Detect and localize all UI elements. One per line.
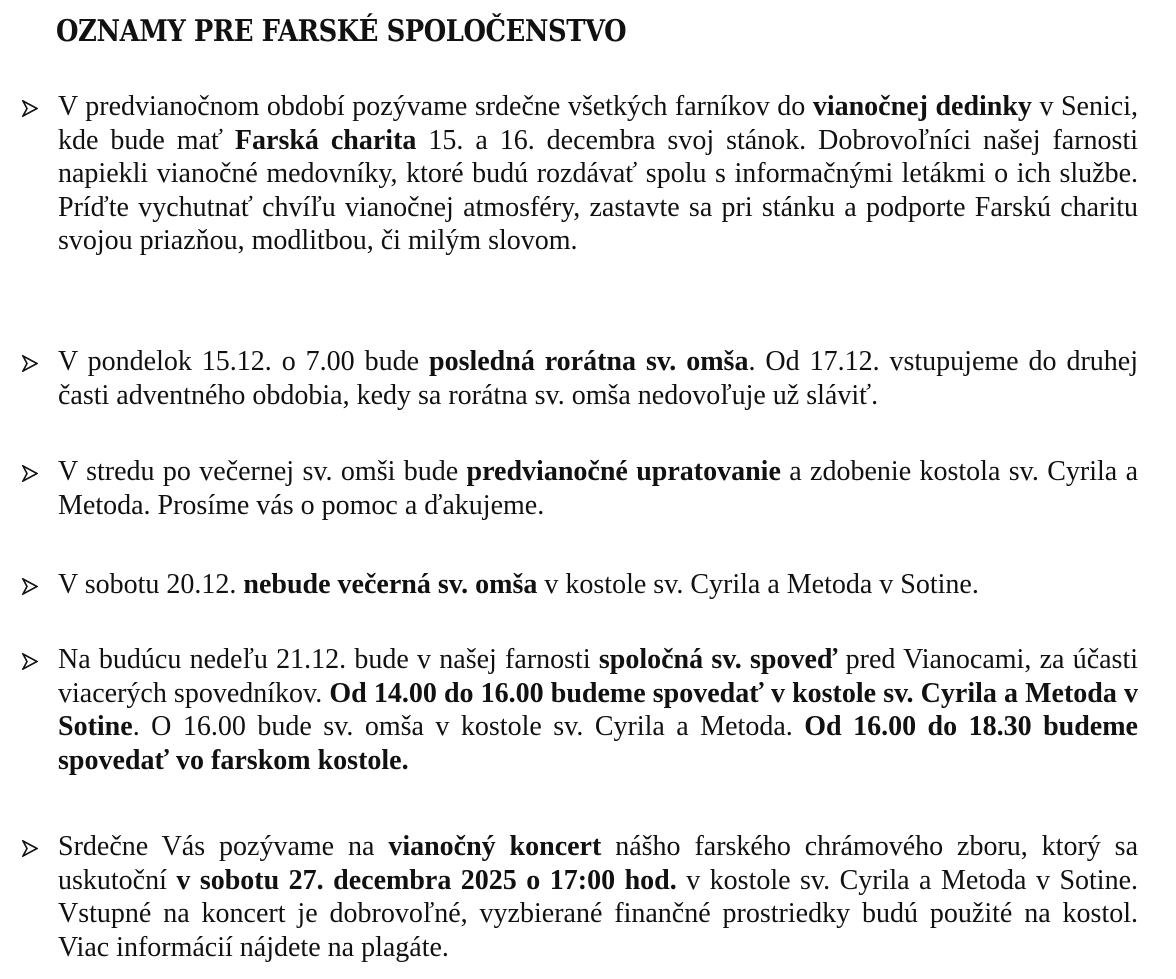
announcement-text-run: pred Vianocami, za účasti viacerých spovedníkov. [58, 644, 1139, 709]
announcement-text-run: Srdečne Vás pozývame na [58, 831, 389, 862]
announcement-text-run: V stredu po večernej sv. omši bude [58, 456, 467, 487]
announcement-text-run: V predvianočnom období pozývame srdečne všetkých farníkov do [58, 91, 813, 122]
announcement-bold-text: vianočný koncert [388, 831, 602, 862]
announcement-text-run: nášho farského chrámového zboru, ktorý sa uskutoční [58, 831, 1139, 896]
announcement-text-run: . O 16.00 bude sv. omša v kostole sv. Cyrila a Metoda. [132, 711, 805, 742]
announcement-text-run: v Senici, kde bude mať [58, 91, 1138, 156]
announcement-text-run: a zdobenie kostola sv. Cyrila a Metoda. Prosíme vás o pomoc a ďakujeme. [58, 456, 1138, 521]
announcement-text [58, 90, 1138, 258]
announcement-bold-text: posledná rorátna sv. omša [429, 346, 749, 377]
announcement-text-run: V pondelok 15.12. o 7.00 bude [58, 346, 429, 377]
arrowhead-bullet-icon [22, 578, 38, 595]
arrowhead-bullet-icon [22, 100, 38, 117]
announcement-text-run: Na budúcu nedeľu 21.12. bude v našej farnosti [58, 644, 599, 675]
arrowhead-bullet-icon [22, 840, 38, 857]
arrowhead-bullet-icon [22, 653, 38, 670]
announcement-text [58, 568, 1138, 602]
arrowhead-bullet-icon [22, 355, 38, 372]
announcement-text [58, 830, 1138, 964]
announcement-text-run: . Od 17.12. vstupujeme do druhej časti adventného obdobia, kedy sa rorátna sv. omša nedovoľuje už sláviť. [58, 346, 1139, 411]
announcement-text-run: v kostole sv. Cyrila a Metoda v Sotine. [537, 569, 979, 600]
arrowhead-bullet-icon [22, 465, 38, 482]
announcement-bold-text: vianočnej dedinky [812, 91, 1032, 122]
announcement-bold-text: Od 14.00 do 16.00 budeme spovedať v kostole sv. Cyrila a Metoda v Sotine [58, 677, 1138, 742]
announcement-text-run: v kostole sv. Cyrila a Metoda v Sotine. Vstupné na koncert je dobrovoľné, vyzbierané finančné prostriedky budú použité na kostol. Viac informácií nájdete na plagáte. [58, 864, 1138, 963]
announcement-bold-text: Farská charita [234, 124, 417, 156]
announcement-text-run: 15. a 16. decembra svoj stánok. Dobrovoľníci našej farnosti napiekli vianočné medovníky, ktoré budú rozdávať spolu s informačnými letákmi o ich službe. Príďte vychutnať chvíľu vianočnej atmosféry, zastavte sa pri stánku a podporte Farskú charitu svojou priazňou, modlitbou, či milým slovom. [58, 124, 1139, 256]
announcement-text-run: V sobotu 20.12. [58, 569, 244, 600]
announcement-bold-text: spoločná sv. spoveď [598, 644, 838, 675]
page-title: OZNAMY PRE FARSKÉ SPOLOČENSTVO [56, 14, 627, 49]
announcement-bold-text: predvianočné upratovanie [466, 456, 781, 487]
announcement-bold-text: nebude večerná sv. omša [243, 569, 538, 600]
announcement-text [58, 455, 1138, 522]
announcement-text [58, 345, 1138, 412]
announcement-text [58, 643, 1138, 777]
announcement-bold-text: v sobotu 27. decembra 2025 o 17:00 hod. [176, 864, 677, 896]
announcement-bold-text: Od 16.00 do 18.30 budeme spovedať vo farskom kostole. [58, 711, 1138, 776]
